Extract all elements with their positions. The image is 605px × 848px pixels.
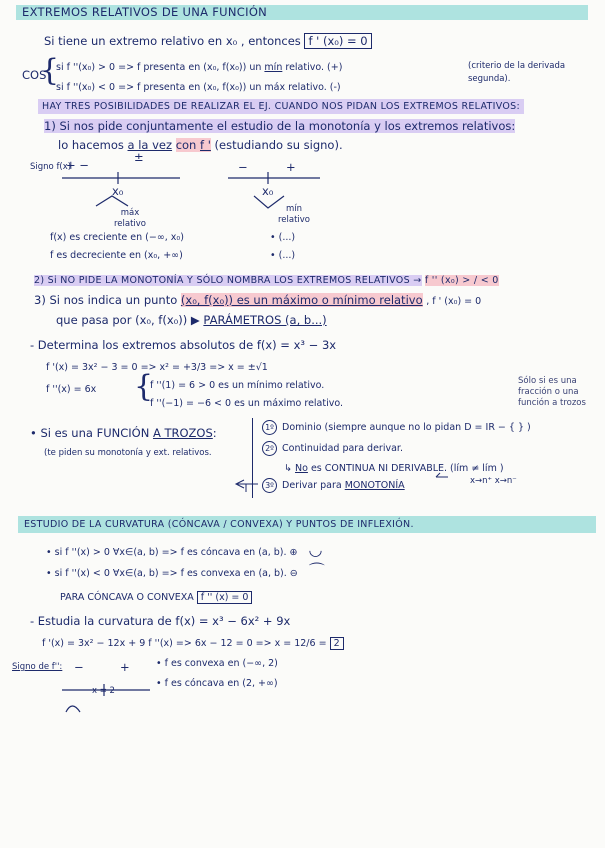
step-3 xyxy=(262,478,405,493)
curv-deriv-box: 2 xyxy=(330,637,344,650)
decreciente-text: f es decreciente en (x₀, +∞) xyxy=(50,250,183,261)
convexa-interval: • f es convexa en (−∞, 2) xyxy=(156,658,278,669)
possibility-3 xyxy=(34,293,481,309)
possibility-2 xyxy=(34,273,499,288)
min-relativo-label: mín relativo xyxy=(277,204,311,225)
p3b-text: que pasa por (x₀, f(x₀)) ▶ xyxy=(56,313,200,327)
sign-row-2b: + xyxy=(286,160,296,174)
intro-label: Si tiene un extremo relativo en x₀ , entonces xyxy=(44,34,301,48)
concava-text: • si f ''(x) > 0 ∀x∈(a, b) => f es cóncava en (a, b). ⊕ xyxy=(46,547,298,558)
sign-row-2a: − xyxy=(238,160,248,174)
step-2b-arrow: ↳ xyxy=(284,463,292,474)
p1b-d: f ' xyxy=(200,138,211,152)
p2-end: f '' (x₀) > / < 0 xyxy=(424,275,499,286)
smile-icon: ◡ xyxy=(308,540,323,559)
p3-text: 3) Si nos indica un punto xyxy=(34,293,178,307)
p3-point: (x₀, f(x₀)) es un máximo o mínimo relativo xyxy=(180,293,423,307)
trozos-b: A TROZOS xyxy=(152,426,213,440)
creciente-text: f(x) es creciente en (−∞, x₀) xyxy=(50,232,184,243)
convexa-line xyxy=(46,563,325,581)
estudia-text: - Estudia la curvatura de f(x) = x³ − 6x² + 9x xyxy=(30,614,291,628)
deriv-2: f ''(x) = 6x xyxy=(46,384,97,395)
p3b-param: PARÁMETROS (a, b...) xyxy=(203,313,327,327)
cos1-text: si f ''(x₀) > 0 => f presenta en (x₀, f(x₀)) un xyxy=(56,62,262,73)
sign-plus: + xyxy=(120,660,130,674)
deriv-3: f ''(1) = 6 > 0 es un mínimo relativo. xyxy=(150,380,325,391)
tres-posibilidades: HAY TRES POSIBILIDADES DE REALIZAR EL EJ. CUANDO NOS PIDAN LOS EXTREMOS RELATIVOS: xyxy=(38,99,524,114)
step-3-mono: MONOTONÍA xyxy=(344,480,405,491)
trozos-c: : xyxy=(212,426,217,440)
section-title-extremos: EXTREMOS RELATIVOS DE UNA FUNCIÓN xyxy=(16,5,588,20)
concava-interval: • f es cóncava en (2, +∞) xyxy=(156,678,278,689)
curv-deriv-text: f '(x) = 3x² − 12x + 9 f ''(x) => 6x − 12 = 0 => x = 12/6 = xyxy=(42,638,327,649)
step-3-num: 3º xyxy=(262,478,277,493)
step-2b-no: No xyxy=(295,463,308,474)
step-3-text: Derivar para xyxy=(282,480,342,491)
para-text: PARA CÓNCAVA O CONVEXA xyxy=(60,592,194,603)
possibility-3b xyxy=(56,313,327,328)
p1-text: 1) Si nos pide conjuntamente el estudio de la monotonía y los extremos relativos: xyxy=(44,119,516,133)
trozos-heading xyxy=(30,426,217,441)
deriv-4: f ''(−1) = −6 < 0 es un máximo relativo. xyxy=(150,398,344,409)
trozos-sub: (te piden su monotonía y ext. relativos. xyxy=(44,448,212,458)
step-2c-limits: x→n⁺ x→n⁻ xyxy=(470,476,517,486)
dots-1: • (...) xyxy=(270,232,296,243)
trozos-a: • Si es una FUNCIÓN xyxy=(30,426,150,440)
sign-row-1: + − xyxy=(66,158,89,172)
para-line xyxy=(60,590,252,605)
cos-brace: { xyxy=(40,53,60,88)
step-1-text: Dominio (siempre aunque no lo pidan D = IR − { } ) xyxy=(282,422,531,433)
step-1 xyxy=(262,420,531,435)
p1b-e: (estudiando su signo). xyxy=(214,138,343,152)
x0-label-2: x₀ xyxy=(262,184,274,198)
side-note: Sólo si es una fracción o una función a trozos xyxy=(518,376,586,408)
p1b-c-text: con xyxy=(175,138,197,152)
signo-fpp-label: Signo de f'': xyxy=(12,662,63,672)
cos1-min: mín xyxy=(264,62,283,73)
p3-end: , f ' (x₀) = 0 xyxy=(426,296,482,307)
intro-formula-box: f ' (x₀) = 0 xyxy=(304,33,371,49)
para-box: f '' (x) = 0 xyxy=(197,591,253,604)
x0-label-1: x₀ xyxy=(112,184,124,198)
p2-text: 2) Si NO PIDE LA MONOTONÍA Y SÓLO NOMBRA LOS EXTREMOS RELATIVOS → xyxy=(34,275,422,286)
step-2b-text: es CONTINUA NI DERIVABLE. (lím ≠ lím ) xyxy=(310,463,504,474)
step-1-num: 1º xyxy=(262,420,277,435)
cos1-end: relativo. (+) xyxy=(285,62,343,73)
criterio-note: (criterio de la derivada segunda). xyxy=(468,61,566,84)
signo-fx-label: Signo f(x) xyxy=(30,162,72,172)
step-2-num: 2º xyxy=(262,441,277,456)
curv-deriv xyxy=(42,636,344,651)
sign-row-1b: ± xyxy=(134,150,144,164)
frown-icon: ⌒ xyxy=(308,561,325,580)
deriv-1: f '(x) = 3x² − 3 = 0 => x² = +3/3 => x = ±√1 xyxy=(46,362,268,373)
concava-line xyxy=(46,542,323,560)
max-relativo-label: máx relativo xyxy=(113,208,147,229)
section-title-curvatura: ESTUDIO DE LA CURVATURA (CÓNCAVA / CONVEXA) Y PUNTOS DE INFLEXIÓN. xyxy=(18,516,596,533)
trozos-divider xyxy=(252,418,253,498)
x2-label: x = 2 xyxy=(92,686,115,696)
p1b-b: a la vez xyxy=(127,138,173,152)
convexa-text: • si f ''(x) < 0 ∀x∈(a, b) => f es convexa en (a, b). ⊖ xyxy=(46,568,298,579)
cos-line-2: si f ''(x₀) < 0 => f presenta en (x₀, f(x₀)) un máx relativo. (-) xyxy=(56,82,341,93)
p1b-a: lo hacemos xyxy=(58,138,124,152)
deriv-brace: { xyxy=(134,369,154,404)
step-2-text: Continuidad para derivar. xyxy=(282,443,403,454)
dots-2: • (...) xyxy=(270,250,296,261)
determina-text: - Determina los extremos absolutos de f(x) = x³ − 3x xyxy=(30,338,337,352)
sign-minus: − xyxy=(74,660,84,674)
step-2 xyxy=(262,441,403,456)
cos-label: COS xyxy=(22,68,47,82)
